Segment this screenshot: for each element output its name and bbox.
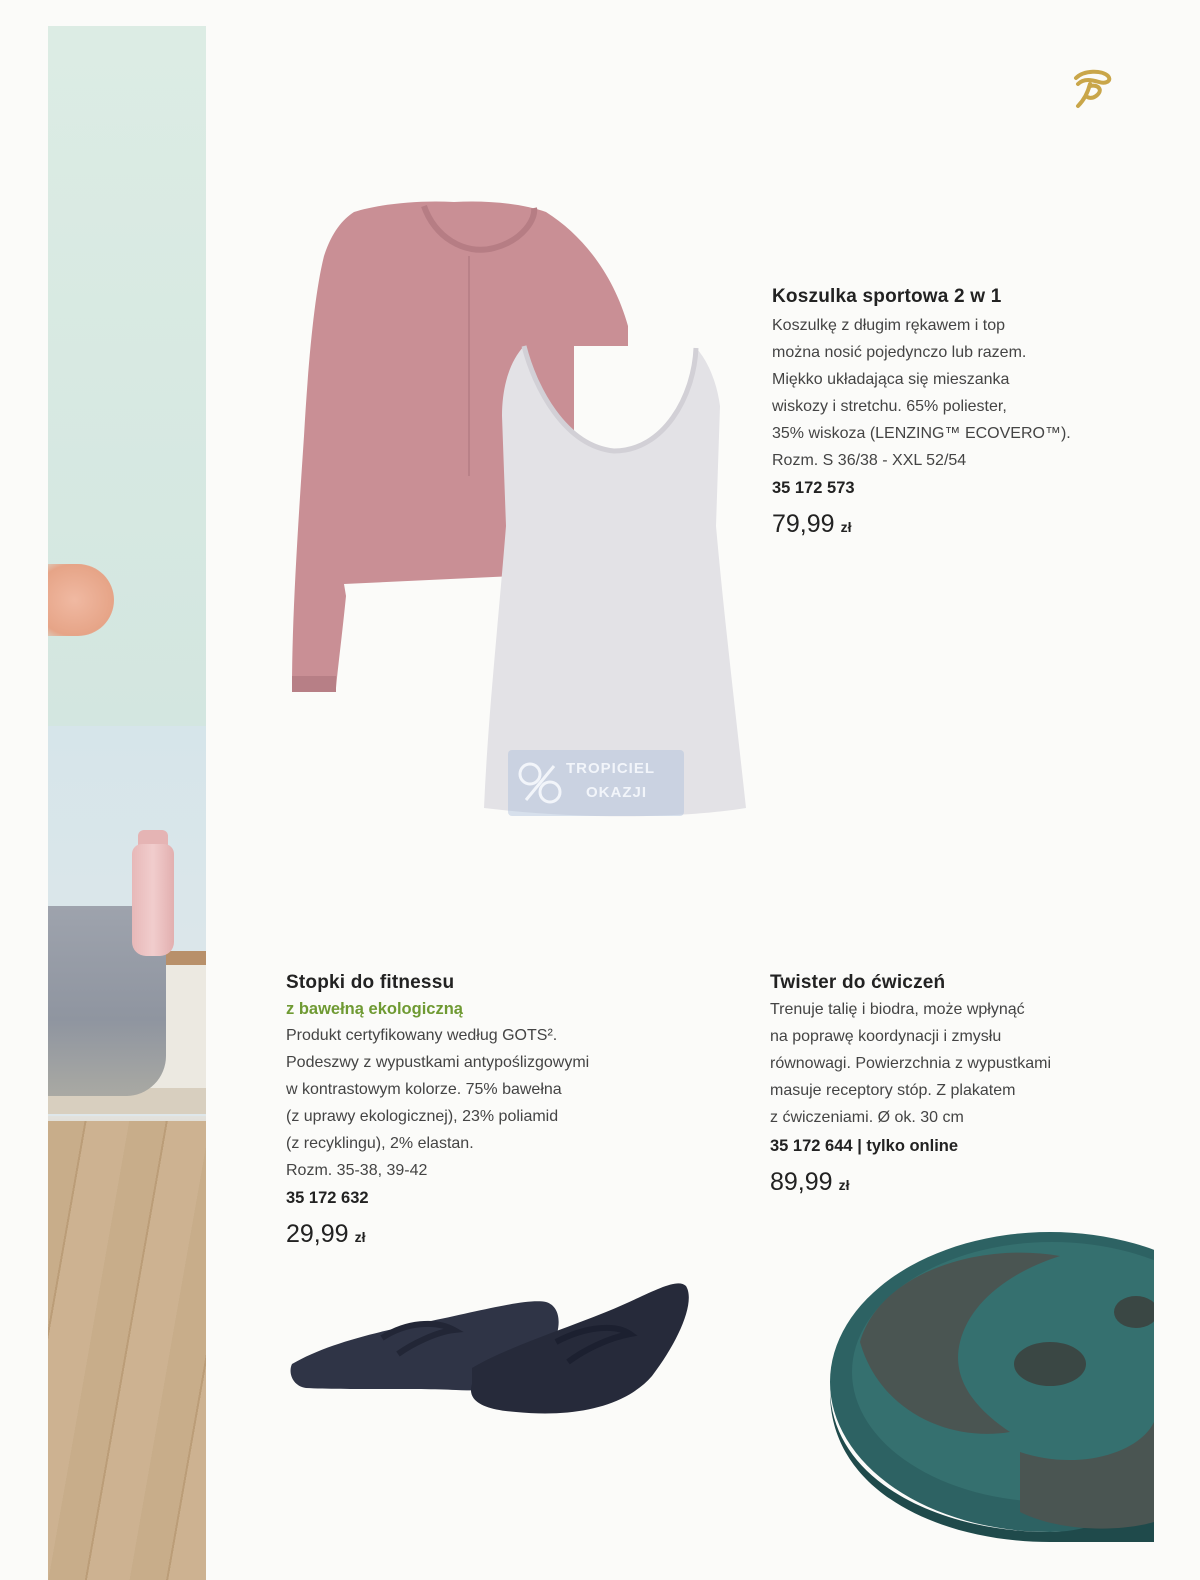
shirt-title: Koszulka sportowa 2 w 1: [772, 286, 1002, 307]
twister-sku-line: [770, 1137, 958, 1156]
percent-icon: [510, 752, 570, 812]
shirt-product-image: [284, 196, 754, 826]
socks-desc-line: (z recyklingu), 2% elastan.: [286, 1135, 474, 1152]
twister-desc-line: na poprawę koordynacji i zmysłu: [770, 1028, 1002, 1045]
shirt-desc-line: można nosić pojedynczo lub razem.: [772, 344, 1027, 361]
tank-top: [484, 346, 746, 816]
shirt-desc-line: Rozm. S 36/38 - XXL 52/54: [772, 452, 967, 469]
socks-desc-line: w kontrastowym kolorze. 75% bawełna: [286, 1081, 562, 1098]
socks-price-value: 29,99: [286, 1220, 349, 1248]
watermark-line-1: TROPICIEL: [566, 760, 656, 777]
twister-price: [770, 1168, 849, 1197]
twister-price-value: 89,99: [770, 1168, 833, 1196]
photo-floor: [48, 1121, 206, 1580]
shirt-price: [772, 510, 851, 539]
twister-sku-note: | tylko online: [857, 1137, 959, 1155]
twister-price-currency: zł: [838, 1177, 850, 1193]
socks-sku: 35 172 632: [286, 1189, 369, 1207]
socks-product-image: [286, 1272, 696, 1422]
shirt-price-value: 79,99: [772, 510, 835, 538]
shirt-price-currency: zł: [840, 519, 852, 535]
socks-price-currency: zł: [354, 1229, 366, 1245]
shirt-description: [772, 312, 1071, 474]
socks-desc-line: Rozm. 35-38, 39-42: [286, 1162, 428, 1179]
tchibo-logo-icon: [1066, 62, 1118, 114]
shirt-sku: 35 172 573: [772, 479, 855, 497]
twister-desc-line: z ćwiczeniami. Ø ok. 30 cm: [770, 1109, 964, 1126]
twister-sku: 35 172 644: [770, 1137, 853, 1155]
twister-desc-line: masuje receptory stóp. Z plakatem: [770, 1082, 1016, 1099]
socks-price: [286, 1220, 365, 1249]
twister-desc-line: Trenuje talię i biodra, może wpłynąć: [770, 1001, 1025, 1018]
photo-bottle: [132, 844, 174, 956]
shirt-desc-line: Koszulkę z długim rękawem i top: [772, 317, 1005, 334]
socks-desc-line: Produkt certyfikowany według GOTS².: [286, 1027, 558, 1044]
shirt-desc-line: wiskozy i stretchu. 65% poliester,: [772, 398, 1007, 415]
socks-subtitle: z bawełną ekologiczną: [286, 1000, 463, 1018]
twister-product-image: [820, 1232, 1154, 1572]
watermark-line-2: OKAZJI: [586, 784, 648, 801]
shirt-desc-line: 35% wiskoza (LENZING™ ECOVERO™).: [772, 425, 1071, 442]
socks-description: [286, 1022, 589, 1184]
twister-desc-line: równowagi. Powierzchnia z wypustkami: [770, 1055, 1051, 1072]
socks-desc-line: Podeszwy z wypustkami antypoślizgowymi: [286, 1054, 590, 1071]
socks-desc-line: (z uprawy ekologicznej), 23% poliamid: [286, 1108, 559, 1125]
shirt-desc-line: Miękko układająca się mieszanka: [772, 371, 1010, 388]
lifestyle-photo: [48, 26, 206, 1580]
twister-title: Twister do ćwiczeń: [770, 972, 946, 993]
socks-title: Stopki do fitnessu: [286, 972, 455, 993]
twister-description: [770, 996, 1051, 1131]
